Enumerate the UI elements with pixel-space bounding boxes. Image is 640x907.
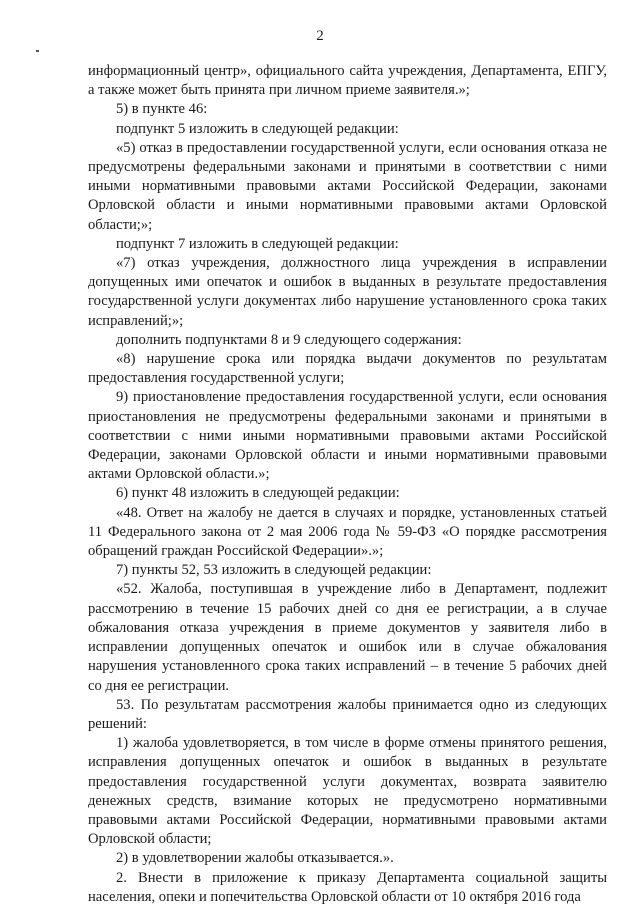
margin-mark <box>36 50 39 52</box>
paragraph: 6) пункт 48 изложить в следующей редакции: <box>116 485 400 502</box>
paragraph: 7) пункты 52, 53 изложить в следующей редакции: <box>116 562 432 579</box>
paragraph: «8) нарушение срока или порядка выдачи документов по результатам предоставления государственной услуги; <box>88 351 607 387</box>
paragraph: подпункт 5 изложить в следующей редакции: <box>116 120 399 137</box>
paragraph: дополнить подпунктами 8 и 9 следующего содержания: <box>116 331 462 348</box>
paragraph: информационный центр», официального сайта учреждения, Департамента, ЕПГУ, а также может быть принята при личном приеме заявителя.»; <box>88 63 607 99</box>
paragraph: 5) в пункте 46: <box>116 101 208 118</box>
paragraph: подпункт 7 изложить в следующей редакции: <box>116 235 399 252</box>
paragraph: 9) приостановление предоставления государственной услуги, если основания приостановления не предусмотрены федеральными законами и принятыми в соответствии с ними иными нормативными правовыми актами Российской Федерации, законами Орловской области и иными нормативными правовыми актами Орловской области.»; <box>88 389 607 483</box>
paragraph: «52. Жалоба, поступившая в учреждение либо в Департамент, подлежит рассмотрению в течение 15 рабочих дней со дня ее регистрации, а в случае обжалования отказа учреждения в приеме документов у заявителя либо в исправлении допущенных опечаток и ошибок или в случае обжалования нарушения установленного срока таких исправлений – в течение 5 рабочих дней со дня ее регистрации. <box>88 581 607 694</box>
document-body <box>88 62 607 907</box>
paragraph: «7) отказ учреждения, должностного лица учреждения в исправлении допущенных ими опечаток и ошибок в выданных в результате предоставления государственной услуги документах либо нарушение установленного срока таких исправлений;»; <box>88 255 607 329</box>
paragraph: 2. Внести в приложение к приказу Департамента социальной защиты населения, опеки и попечительства Орловской области от 10 октября 2016 года <box>88 869 607 905</box>
paragraph: 53. По результатам рассмотрения жалобы принимается одно из следующих решений: <box>88 696 607 732</box>
page-number: 2 <box>316 28 324 44</box>
paragraph: 2) в удовлетворении жалобы отказывается.». <box>116 850 394 867</box>
paragraph: «48. Ответ на жалобу не дается в случаях и порядке, установленных статьей 11 Федерального закона от 2 мая 2006 года № 59-ФЗ «О порядке рассмотрения обращений граждан Российской Федерации».»; <box>88 504 607 560</box>
paragraph: «5) отказ в предоставлении государственной услуги, если основания отказа не предусмотрены федеральными законами и принятыми в соответствии с ними иными нормативными правовыми актами Российской Федерации, законами Орловской области и иными нормативными правовыми актами Орловской области;»; <box>88 139 607 233</box>
paragraph: 1) жалоба удовлетворяется, в том числе в форме отмены принятого решения, исправления допущенных опечаток и ошибок в выданных в результате предоставления государственной услуги документах, возврата заявителю денежных средств, взимание которых не предусмотрено нормативными правовыми актами Российской Федерации, нормативными правовыми актами Орловской области; <box>88 735 607 848</box>
